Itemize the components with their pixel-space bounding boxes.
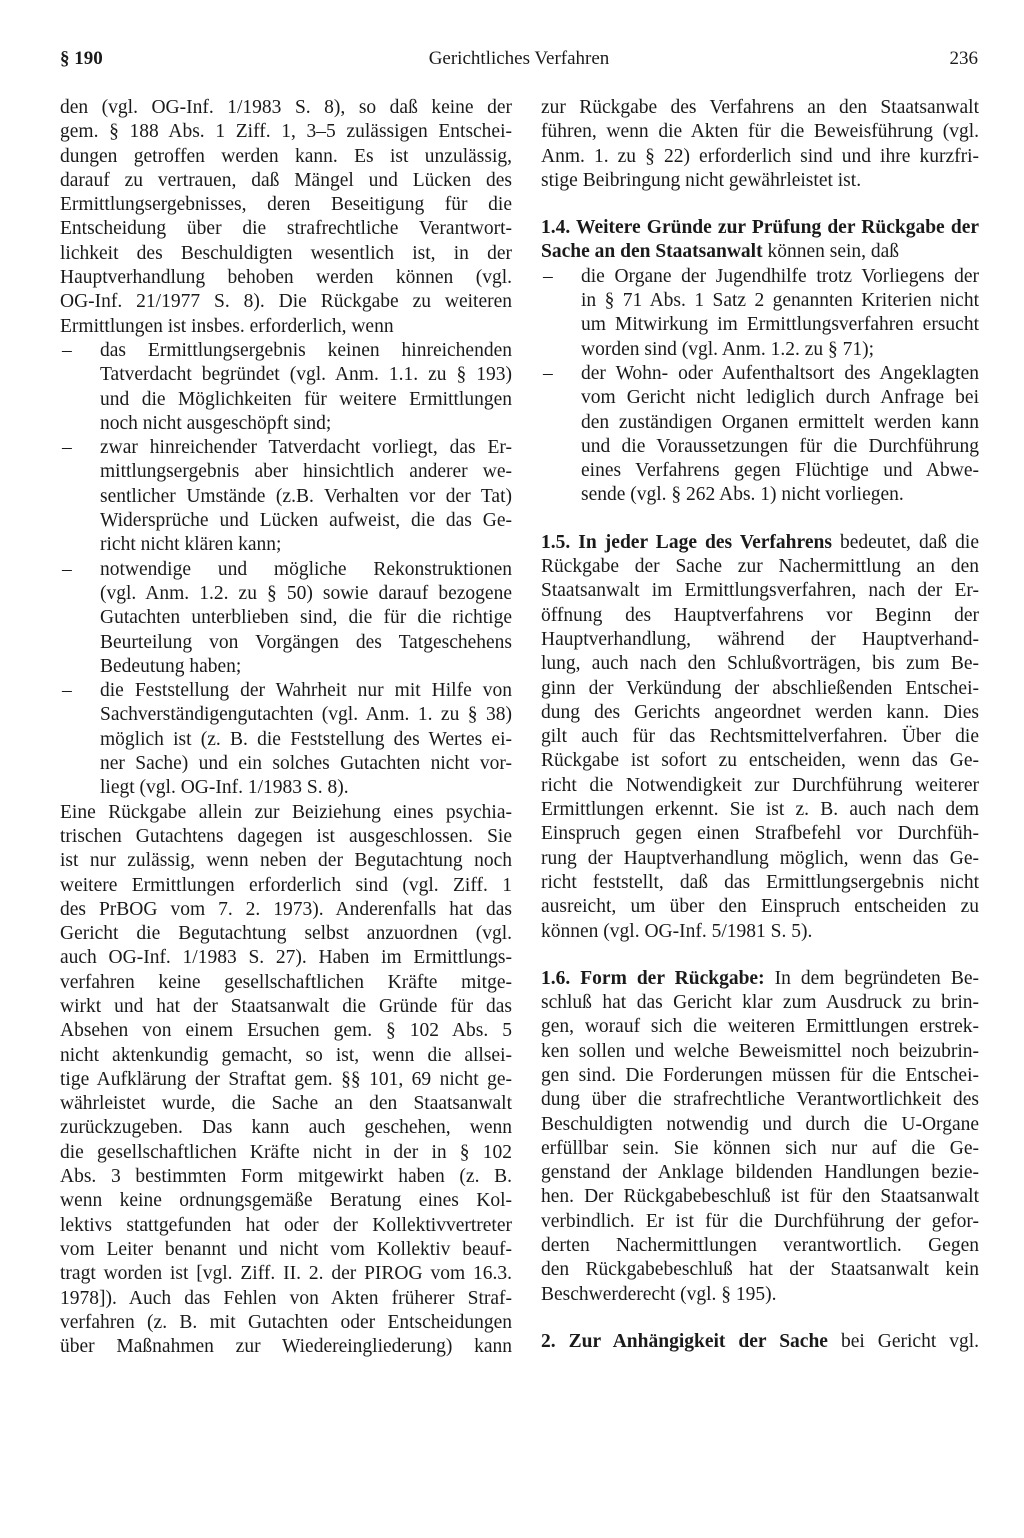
section-1-5 <box>541 531 979 944</box>
text-line: lektivs stattgefunden hat oder der Kollektivvertreter <box>60 1214 512 1236</box>
text-line: richt die Notwendigkeit zur Durchführung weiterer <box>541 774 979 796</box>
text-line: auch OG-Inf. 1/1983 S. 27). Haben im Ermittlungs- <box>60 947 512 969</box>
text-line: 1978]). Auch das Fehlen von Akten früherer Straf- <box>60 1287 512 1309</box>
text-run: In dem begründeten Be- <box>764 967 979 989</box>
list-item-line: um Mitwirkung im Ermittlungsverfahren ersucht <box>581 314 979 336</box>
text-run: bei Gericht vgl. <box>827 1330 980 1352</box>
text-line: lichkeit des Beschuldigten wesentlich ist, in der <box>60 242 512 264</box>
list-item-line: notwendige und mögliche Rekonstruktionen <box>100 558 512 580</box>
text-line: Ermittlungen erkennt. Sie ist z. B. auch nach dem <box>541 799 979 821</box>
list-item-line: zwar hinreichender Tatverdacht vorliegt, das Er- <box>100 437 512 459</box>
text-line: Anm. 1. zu § 22) erforderlich sind und ihre kurzfri- <box>541 145 979 167</box>
list-item <box>541 265 979 362</box>
text-line: rung der Hauptverhandlung möglich, wenn das Ge- <box>541 847 979 869</box>
list-item-line: noch nicht ausgeschöpft sind; <box>100 412 332 434</box>
list-item-line: den zuständigen Organen ermittelt werden kann <box>581 411 979 433</box>
section-heading: 1.4. Weitere Gründe zur Prüfung der Rückgabe der <box>541 217 979 239</box>
section-heading: Sache an den Staatsanwalt <box>541 241 763 263</box>
text-line: währleistet wurde, die Sache an den Staatsanwalt <box>60 1093 512 1115</box>
page-header <box>60 48 978 80</box>
section-heading: 1.5. In jeder Lage des Verfahrens <box>541 531 832 553</box>
section-heading: Anhängigkeit der Sache <box>612 1330 828 1352</box>
list-item-line: Beurteilung von Vorgängen des Tatgeschehens <box>100 631 512 653</box>
text-line: schluß hat das Gericht klar zum Ausdruck zu brin- <box>541 992 979 1014</box>
text-line: Einspruch gegen einen Strafbefehl vor Durchfüh- <box>541 823 979 845</box>
text-run: können sein, daß <box>762 241 900 263</box>
list-dash: – <box>543 265 553 287</box>
text-line: Beschuldigten notwendig und durch die U-Organe <box>541 1113 979 1135</box>
list-item-line: ner Sache) und ein solches Gutachten nicht vor- <box>100 753 512 775</box>
section-number: 2. Zur <box>541 1330 613 1352</box>
text-line: den Rückgabebeschluß hat der Staatsanwalt kein <box>541 1259 979 1281</box>
list-item-line: in § 71 Abs. 1 Satz 2 genannten Kriterien nicht <box>581 290 979 312</box>
list-item-line: mittlungsergebnis aber hinsichtlich anderer we- <box>100 461 512 483</box>
list-item-line: worden sind (vgl. Anm. 1.2. zu § 71); <box>581 338 875 360</box>
text-line: dungen getroffen werden kann. Es ist unzulässig, <box>60 145 512 167</box>
text-line: führen, wenn die Akten für die Beweisführung (vgl. <box>541 121 979 143</box>
list-item <box>60 436 512 557</box>
list-item <box>60 339 512 436</box>
page-number: 236 <box>949 48 978 69</box>
text-line: über Maßnahmen zur Wiedereingliederung) kann <box>60 1336 512 1358</box>
section-1-4 <box>541 216 979 508</box>
list-item-line: die Feststellung der Wahrheit nur mit Hilfe von <box>100 680 512 702</box>
text-line: den (vgl. OG-Inf. 1/1983 S. 8), so daß keine der <box>60 97 512 118</box>
list-dash: – <box>62 680 72 702</box>
list-item-line: Gutachten unterblieben sind, die für die richtige <box>100 607 512 629</box>
list-item-line: Tatverdacht begründet (vgl. Anm. 1.1. zu § 193) <box>100 364 512 386</box>
text-line: nicht aktenkundig gemacht, so ist, wenn die allsei- <box>60 1044 512 1066</box>
text-line: lung, auch nach den Schlußvorträgen, bis zum Be- <box>541 653 979 675</box>
list-item-line: der Wohn- oder Aufenthaltsort des Angeklagten <box>581 362 979 384</box>
list-dash: – <box>62 558 72 580</box>
list-item-line: eines Verfahrens gegen Flüchtige und Abwe- <box>581 460 979 482</box>
list-item-line: Widersprüche und Lücken aufweist, die das Ge- <box>100 510 512 532</box>
text-line: Absehen von einem Ersuchen gem. § 102 Abs. 5 <box>60 1020 512 1042</box>
text-line: können (vgl. OG-Inf. 5/1981 S. 5). <box>541 920 813 942</box>
text-line: richt feststellt, daß das Ermittlungsergebnis nicht <box>541 871 979 893</box>
text-line: Eine Rückgabe allein zur Beiziehung eines psychia- <box>60 801 512 823</box>
text-line: ist nur zulässig, wenn neben der Begutachtung noch <box>60 850 512 872</box>
text-line: verfahren (z. B. mit Gutachten oder Entscheidungen <box>60 1311 512 1333</box>
section-2 <box>541 1330 979 1354</box>
text-line: weitere Ermittlungen erforderlich sind (vgl. Ziff. 1 <box>60 874 512 896</box>
text-line: öffnung des Hauptverfahrens vor Beginn der <box>541 604 979 626</box>
section-heading: 1.6. Form der Rückgabe: <box>541 967 765 989</box>
text-line: ken sollen und welche Beweismittel noch beizubrin- <box>541 1040 979 1062</box>
list-item-line: Sachverständigengutachten (vgl. Anm. 1. zu § 38) <box>100 704 512 726</box>
text-line: genstand der Anklage bildenden Handlungen bezie- <box>541 1162 979 1184</box>
text-line: verfahren keine gesellschaftlichen Kräfte mitge- <box>60 971 512 993</box>
text-line: trischen Gutachtens dagegen ist ausgeschlossen. Sie <box>60 825 512 847</box>
list-dash: – <box>543 362 553 384</box>
left-column <box>60 96 512 1359</box>
text-line: erfüllbar sein. Sie können sich nur auf die Ge- <box>541 1137 979 1159</box>
text-line: verbindlich. Er ist für die Durchführung der gefor- <box>541 1210 979 1232</box>
list-item <box>60 679 512 800</box>
text-line: OG-Inf. 21/1977 S. 8). Die Rückgabe zu weiteren <box>60 291 512 313</box>
text-line: Staatsanwalt im Ermittlungsverfahren, nach der Er- <box>541 580 979 602</box>
list-item-line: vom Gericht nicht lediglich durch Anfrage bei <box>581 387 979 409</box>
list-item-line: die Organe der Jugendhilfe trotz Vorliegens der <box>581 265 979 287</box>
text-line: ausreicht, um über den Einspruch entscheiden zu <box>541 896 979 918</box>
right-column <box>541 96 979 1354</box>
text-line: Ermittlungsergebnisses, deren Beseitigung für die <box>60 194 512 216</box>
text-line: die gesellschaftlichen Kräfte nicht in der in § 102 <box>60 1141 512 1163</box>
list-item <box>60 558 512 679</box>
list-item-line: (vgl. Anm. 1.2. zu § 50) sowie darauf bezogene <box>100 582 512 604</box>
text-line: tige Aufklärung der Straftat gem. §§ 101, 69 nicht ge- <box>60 1068 512 1090</box>
text-line: zurückzugeben. Das kann auch geschehen, wenn <box>60 1117 512 1139</box>
list-item-line: sentlicher Umstände (z.B. Verhalten vor der Tat) <box>100 485 512 507</box>
text-line: Beschwerderecht (vgl. § 195). <box>541 1283 777 1305</box>
list-item-line: liegt (vgl. OG-Inf. 1/1983 S. 8). <box>100 777 349 799</box>
text-line: Rückgabe ist sofort zu entscheiden, wenn das Ge- <box>541 750 979 772</box>
list-item <box>541 362 979 508</box>
running-title: Gerichtliches Verfahren <box>428 48 610 69</box>
text-line: gilt auch für das Rechtsmittelverfahren. Über die <box>541 726 979 748</box>
text-line: hen. Der Rückgabebeschluß ist für den Staatsanwalt <box>541 1186 979 1208</box>
section-number: § 190 <box>60 48 103 69</box>
list-item-line: richt nicht klären kann; <box>100 534 282 556</box>
section-1-6 <box>541 967 979 1307</box>
text-line: vom Leiter benannt und nicht vom Kollektiv beauf- <box>60 1238 512 1260</box>
text-line: des PrBOG vom 7. 2. 1973). Anderenfalls hat das <box>60 898 512 920</box>
text-line: Gericht die Begutachtung selbst anzuordnen (vgl. <box>60 923 512 945</box>
text-line: Ermittlungen ist insbes. erforderlich, wenn <box>60 315 394 337</box>
text-line: Hauptverhandlung, während der Hauptverhand- <box>541 628 979 650</box>
list-dash: – <box>62 339 72 361</box>
text-line: Abs. 3 bestimmten Form mitgewirkt haben (z. B. <box>60 1166 512 1188</box>
text-line: darauf zu vertrauen, daß Mängel und Lücken des <box>60 169 512 191</box>
text-line: tragt worden ist [vgl. Ziff. II. 2. der PIROG vom 16.3. <box>60 1263 512 1285</box>
list-item-line: möglich ist (z. B. die Feststellung des Wertes ei- <box>100 728 512 750</box>
text-run: bedeutet, daß die <box>831 531 980 553</box>
list-dash: – <box>62 437 72 459</box>
text-line: Hauptverhandlung behoben werden können (vgl. <box>60 267 512 289</box>
text-line: zur Rückgabe des Verfahrens an den Staatsanwalt <box>541 97 979 118</box>
text-line: wenn keine ordnungsgemäße Beratung eines Kol- <box>60 1190 512 1212</box>
list-item-line: Bedeutung haben; <box>100 655 242 677</box>
text-line: gen, worauf sich die weiteren Ermittlungen erstrek- <box>541 1016 979 1038</box>
text-line: stige Beibringung nicht gewährleistet ist. <box>541 169 862 191</box>
text-line: wirkt und hat der Staatsanwalt die Gründe für das <box>60 995 512 1017</box>
text-line: derten Nachermittlungen verantwortlich. Gegen <box>541 1235 979 1257</box>
text-line: dung des Gerichts angeordnet werden kann. Dies <box>541 701 979 723</box>
text-line: Rückgabe der Sache zur Nachermittlung an den <box>541 556 979 578</box>
text-line: gem. § 188 Abs. 1 Ziff. 1, 3–5 zulässigen Entschei- <box>60 121 512 143</box>
list-item-line: und die Voraussetzungen für die Durchführung <box>581 435 979 457</box>
list-item-line: sende (vgl. § 262 Abs. 1) nicht vorliegen. <box>581 484 904 506</box>
text-line: gen sind. Die Forderungen müssen für die Entschei- <box>541 1064 979 1086</box>
text-line: dung über die strafrechtliche Verantwortlichkeit des <box>541 1089 979 1111</box>
text-line: Entscheidung über die strafrechtliche Verantwort- <box>60 218 512 240</box>
list-item-line: das Ermittlungsergebnis keinen hinreichenden <box>100 339 512 361</box>
text-line: ginn der Verkündung der abschließenden Entschei- <box>541 677 979 699</box>
list-item-line: und die Möglichkeiten für weitere Ermittlungen <box>100 388 512 410</box>
